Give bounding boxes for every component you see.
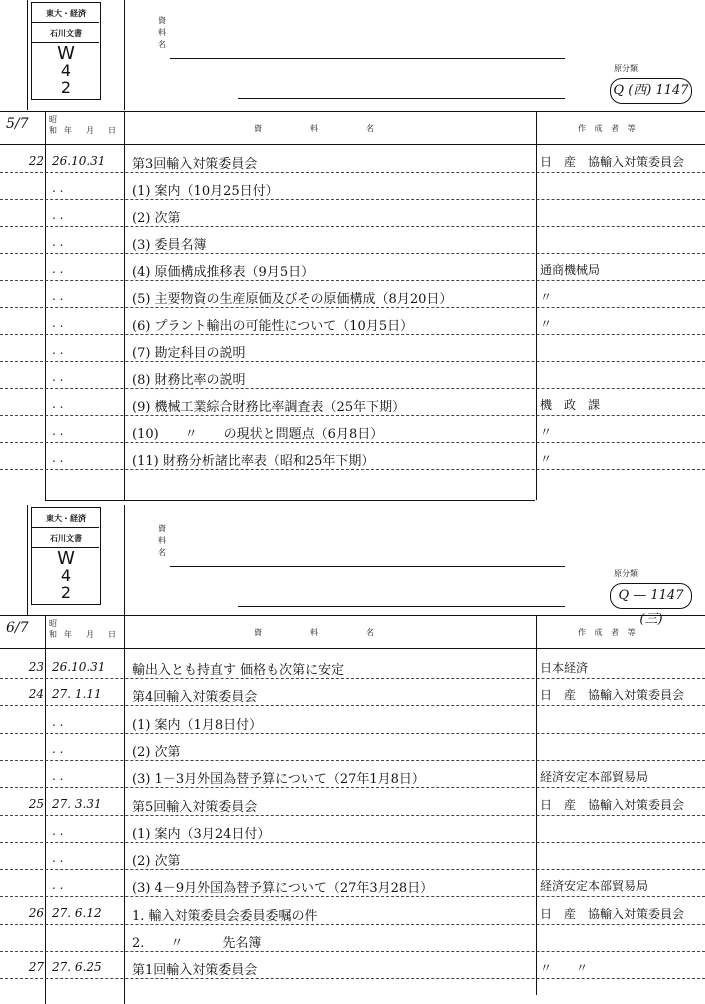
row-rule bbox=[0, 334, 705, 335]
row-title: (2) 次第 bbox=[132, 211, 181, 226]
header-bottom-line bbox=[0, 648, 705, 649]
field-label-1: 資 bbox=[158, 524, 166, 533]
title-underline-2 bbox=[238, 606, 565, 607]
row-date: 27. 1.11 bbox=[52, 687, 102, 702]
stamp-code-1: W bbox=[57, 548, 75, 569]
row-date: . . bbox=[52, 741, 64, 756]
header-title: 資 料 名 bbox=[254, 628, 394, 637]
row-rule bbox=[0, 253, 705, 254]
row-author: 〃 bbox=[540, 425, 553, 439]
row-author: 機 政 課 bbox=[540, 398, 601, 412]
row-number: 27 bbox=[28, 960, 44, 975]
row-number: 22 bbox=[28, 154, 44, 168]
row-author: 経済安定本部貿易局 bbox=[540, 879, 649, 894]
header-author: 作 成 者 等 bbox=[578, 628, 639, 637]
row-author: 経済安定本部貿易局 bbox=[540, 770, 649, 785]
row-title: (5) 主要物資の生産原価及びその原価構成（8月20日） bbox=[132, 292, 453, 307]
row-title: (3) 1－3月外国為替予算について（27年1月8日） bbox=[132, 772, 425, 788]
row-rule bbox=[0, 787, 705, 788]
row-author: 日本経済 bbox=[540, 661, 589, 675]
row-rule bbox=[0, 280, 705, 281]
archive-stamp bbox=[31, 507, 101, 605]
row-date: . . bbox=[52, 397, 64, 411]
row-author: 〃 bbox=[540, 290, 553, 304]
row-number: 25 bbox=[28, 796, 44, 811]
row-title: 第4回輸入対策委員会 bbox=[132, 690, 258, 706]
row-date: 27. 6.12 bbox=[52, 905, 102, 920]
row-rule bbox=[0, 226, 705, 227]
row-rule bbox=[0, 172, 705, 173]
row-date: . . bbox=[52, 316, 64, 330]
stamp-code-2: 4 bbox=[60, 566, 72, 585]
row-title: (4) 原価構成推移表（9月5日） bbox=[132, 265, 315, 280]
row-title: (2) 次第 bbox=[132, 854, 181, 870]
row-title: (6) プラント輸出の可能性について（10月5日） bbox=[132, 319, 414, 334]
row-date: . . bbox=[52, 823, 64, 838]
stamp-code-2: 4 bbox=[60, 61, 72, 80]
row-author: 日 産 協輸入対策委員会 bbox=[540, 688, 685, 703]
row-rule bbox=[0, 815, 705, 816]
stamp-code-3: 2 bbox=[60, 78, 72, 97]
row-title: (8) 財務比率の説明 bbox=[132, 373, 246, 388]
header-era: 昭 bbox=[49, 115, 57, 124]
title-underline-2 bbox=[238, 98, 565, 99]
row-rule bbox=[0, 469, 705, 470]
row-date: 27. 3.31 bbox=[52, 796, 102, 811]
stamp-collection: 石川文書 bbox=[50, 534, 82, 543]
row-title: (11) 財務分析諸比率表（昭和25年下期） bbox=[132, 454, 375, 469]
col-line-left bbox=[45, 615, 46, 1004]
row-rule bbox=[0, 442, 705, 443]
row-date: 27. 6.25 bbox=[52, 960, 102, 975]
stamp-org: 東大・経済 bbox=[46, 9, 86, 18]
row-number: 26 bbox=[28, 905, 44, 920]
field-label-1: 資 bbox=[158, 16, 166, 25]
row-rule bbox=[0, 388, 705, 389]
row-rule bbox=[0, 361, 705, 362]
stamp-collection: 石川文書 bbox=[50, 29, 82, 38]
header-bottom-line bbox=[0, 144, 705, 145]
row-title: 1. 輸入対策委員会委員委嘱の件 bbox=[132, 908, 318, 924]
stamp-divider bbox=[31, 22, 99, 23]
field-label-2: 料 bbox=[158, 536, 166, 545]
row-date: . . bbox=[52, 370, 64, 384]
title-underline-1 bbox=[170, 566, 565, 567]
row-date: . . bbox=[52, 451, 64, 465]
row-author: 〃 bbox=[540, 452, 553, 466]
row-date: . . bbox=[52, 424, 64, 438]
stamp-code-1: W bbox=[57, 43, 75, 64]
row-rule bbox=[0, 733, 705, 734]
section-divider bbox=[45, 500, 535, 501]
row-number: 24 bbox=[28, 687, 44, 702]
row-rule bbox=[0, 869, 705, 870]
header-date: 年 月 日 bbox=[64, 126, 119, 135]
page-mark: 5/7 bbox=[6, 116, 29, 132]
frame-right bbox=[124, 505, 125, 615]
row-rule bbox=[0, 199, 705, 200]
stamp-divider bbox=[31, 42, 99, 43]
row-date: . . bbox=[52, 343, 64, 357]
row-rule bbox=[0, 978, 705, 979]
row-rule bbox=[0, 951, 705, 952]
class-label: 原分類 bbox=[614, 64, 638, 73]
row-rule bbox=[0, 760, 705, 761]
field-label-2: 料 bbox=[158, 28, 166, 37]
row-date: . . bbox=[52, 878, 64, 893]
row-date: . . bbox=[52, 181, 64, 195]
frame-left bbox=[27, 505, 28, 615]
row-title: (10) 〃 の現状と問題点（6月8日） bbox=[132, 427, 384, 442]
row-number: 23 bbox=[28, 660, 44, 674]
row-date: . . bbox=[52, 235, 64, 249]
header-era: 昭 bbox=[49, 619, 57, 628]
class-number: Q (西) 1147 bbox=[610, 78, 692, 104]
page-mark: 6/7 bbox=[6, 620, 29, 636]
row-title: 第3回輸入対策委員会 bbox=[132, 157, 258, 172]
row-date: 26.10.31 bbox=[52, 660, 106, 674]
row-title: (3) 4－9月外国為替予算について（27年3月28日） bbox=[132, 881, 434, 897]
row-author: 日 産 協輸入対策委員会 bbox=[540, 797, 685, 812]
row-date: . . bbox=[52, 208, 64, 222]
row-rule bbox=[0, 307, 705, 308]
row-author: 〃 bbox=[540, 317, 553, 331]
row-title: (1) 案内（10月25日付） bbox=[132, 184, 279, 199]
row-date: . . bbox=[52, 769, 64, 784]
header-era-2: 和 bbox=[49, 126, 57, 135]
row-author: 日 産 協輸入対策委員会 bbox=[540, 906, 685, 921]
header-era-2: 和 bbox=[49, 630, 57, 639]
row-title: 第1回輸入対策委員会 bbox=[132, 963, 258, 979]
row-date: . . bbox=[52, 262, 64, 276]
field-label-3: 名 bbox=[158, 40, 166, 49]
stamp-org: 東大・経済 bbox=[46, 514, 86, 523]
archive-stamp bbox=[31, 2, 101, 100]
row-title: (2) 次第 bbox=[132, 744, 181, 760]
row-rule bbox=[0, 415, 705, 416]
row-rule bbox=[0, 924, 705, 925]
header-top-line bbox=[0, 615, 705, 616]
header-date: 年 月 日 bbox=[64, 630, 119, 639]
field-label-3: 名 bbox=[158, 548, 166, 557]
row-date: . . bbox=[52, 289, 64, 303]
col-line-date bbox=[124, 615, 125, 1004]
class-number: Q — 1147 (三) bbox=[610, 583, 692, 609]
header-author: 作 成 者 等 bbox=[578, 124, 639, 133]
row-rule bbox=[0, 678, 705, 679]
frame-left bbox=[27, 0, 28, 110]
stamp-divider bbox=[31, 547, 99, 548]
row-author: 通商機械局 bbox=[540, 263, 601, 277]
stamp-code-3: 2 bbox=[60, 583, 72, 602]
col-line-author bbox=[536, 615, 537, 995]
row-rule bbox=[0, 842, 705, 843]
row-author: 〃 〃 bbox=[540, 961, 589, 976]
row-date: . . bbox=[52, 714, 64, 729]
row-date: . . bbox=[52, 851, 64, 866]
row-title: (3) 委員名簿 bbox=[132, 238, 207, 253]
class-label: 原分類 bbox=[614, 569, 638, 578]
stamp-divider bbox=[31, 527, 99, 528]
title-underline-1 bbox=[170, 58, 565, 59]
header-top-line bbox=[0, 111, 705, 112]
row-title: (1) 案内（1月8日付） bbox=[132, 717, 263, 733]
row-date: 26.10.31 bbox=[52, 154, 106, 168]
row-rule bbox=[0, 896, 705, 897]
row-title: (9) 機械工業綜合財務比率調査表（25年下期） bbox=[132, 400, 406, 415]
row-title: (7) 勘定科目の説明 bbox=[132, 346, 246, 361]
row-title: 輸出入とも持直す 価格も次第に安定 bbox=[132, 663, 345, 678]
row-author: 日 産 協輸入対策委員会 bbox=[540, 155, 685, 169]
row-title: (1) 案内（3月24日付） bbox=[132, 826, 271, 842]
header-title: 資 料 名 bbox=[254, 124, 394, 133]
row-title: 第5回輸入対策委員会 bbox=[132, 799, 258, 815]
frame-right bbox=[124, 0, 125, 110]
row-rule bbox=[0, 705, 705, 706]
row-title: 2. 〃 先名簿 bbox=[132, 936, 262, 951]
